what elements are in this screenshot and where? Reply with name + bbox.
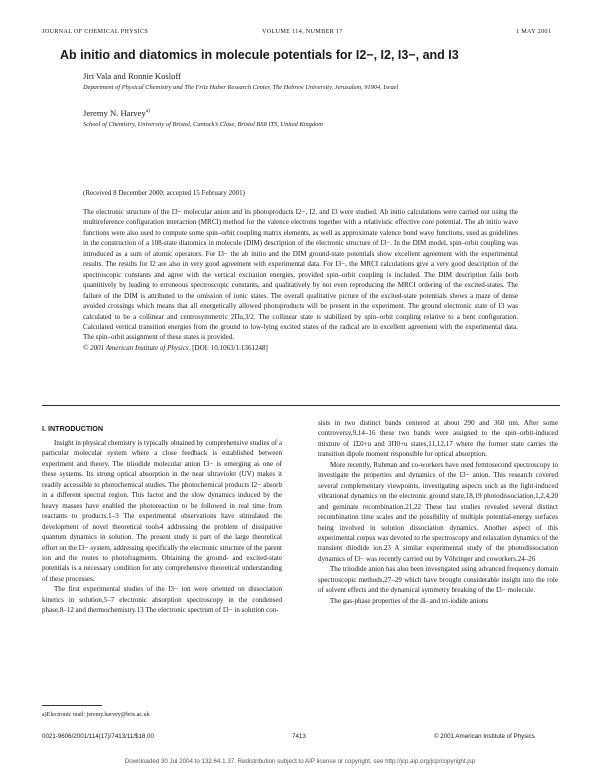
journal-name: JOURNAL OF CHEMICAL PHYSICS: [42, 28, 149, 35]
volume-number: VOLUME 114, NUMBER 17: [262, 28, 343, 35]
section-heading: I. INTRODUCTION: [42, 424, 104, 433]
received-dates: (Received 8 December 2000; accepted 15 February 2001): [83, 189, 245, 197]
paragraph: The triiodide anion has also been investigated using advanced frequency domain spectroscopic methods,27–29 which have brought considerable insight into the role of solvent effects and the dynamical symmetry breaking of the I3− molecule.: [318, 565, 558, 595]
author-name: Jeremy N. Harvey: [83, 108, 146, 118]
doi-link[interactable]: [DOI: 10.1063/1.1361248]: [192, 343, 268, 352]
abstract-copyright: © 2001 American Institute of Physics.: [83, 343, 191, 352]
abstract-citation: [83, 343, 518, 353]
affiliation-1: Department of Physical Chemistry and The Fritz Haber Research Center, The Hebrew University, Jerusalem, 91904, Israel: [83, 84, 399, 91]
footer-issn: 0021-9606/2001/114(17)/7413/11/$18.00: [42, 733, 154, 740]
footnote-divider: [42, 705, 102, 706]
abstract-divider: [42, 405, 560, 406]
abstract-text: The electronic structure of the I3− molecular anion and its photoproducts I2−, I2, and I3 were studied. Ab initio calculations were carried out using the multireference configuration interaction (MRCI) method for the valence electrons together with a relativistic effective core potential. The ab initio wave functions were also used to compute some spin–orbit coupling matrix elements, as well as approximate valence bond wave functions, used as guidelines in the construction of a 108-state diatomics in molecule (DIM) description of the electronic structure of I3−. In the DIM model, spin–orbit coupling was introduced as a sum of atomic operators. For I3− the ab initio and the DIM ground-state potentials show excellent agreement with the experimental results. The results for I2 are also in very good agreement with experimental data. For I3−, the MRCI calculations give a very good description of the spectroscopic constants and agree with the vertical excitation energies, provided spin–orbit coupling is included. The DIM description fails both quantitively by leading to erroneous spectroscopic constants, and qualitatively by not even reproducing the MRCI ordering of the excited-states. The failure of the DIM is attributed to the omission of ionic states. The overall qualitative picture of the excited-state potentials shows a maze of dense avoided crossings which means that all energetically allowed photoproducts will be present in the experiment. The ground electronic state of I3 was calculated to be a collinear and centrosymmetric 2Πu,3/2. The collinear state is stabilized by spin–orbit coupling relative to a bent configuration. Calculated vertical transition energies from the ground to low-lying excited states of the radical are in excellent agreement with the experimental data. The spin–orbit assignment of these states is provided.: [83, 208, 518, 342]
abstract: [83, 207, 518, 353]
author-group-1: Jiri Vala and Ronnie Kosloff: [83, 71, 182, 81]
right-column: [318, 418, 558, 606]
left-column: [42, 438, 282, 616]
footer-copyright: © 2001 American Institute of Physics: [434, 733, 535, 740]
page-number: 7413: [292, 733, 306, 740]
author-footnote-mark[interactable]: a): [145, 108, 151, 115]
issue-date: 1 MAY 2001: [516, 28, 552, 35]
paragraph: More recently, Ruhman and co-workers have used femtosecond spectroscopy to investigate the properties and dynamics of the I3− anion. This research covered several complementary viewpoints, investigating aspects such as the light-induced vibrational dynamics on the electronic ground state,18,19 photodissociation,1,2,4,20 and geminate recombination.21,22 These last studies revealed several distinct recombination time scales and the possibility of multiple potential-energy surfaces being involved in solution dissociation dynamics. Another aspect of this experimental corpus was devoted to the spectroscopy and relaxation dynamics of the transient diiodide ion.23 A similar experimental study of the photodissociation dynamics of I3− was recently carried out by Vöhringer and coworkers.24–26: [318, 460, 558, 563]
paragraph: Insight in physical chemistry is typically obtained by comprehensive studies of a particular molecular system where a close feedback is established between experiment and theory. The triiodide molecular anion I3− is emerging as one of these systems. Its strong optical absorption in the near ultraviolet (UV) makes it readily accessible to photochemical studies. The photochemical products I2− absorb in a different spectral region. This factor and the slow dynamics induced by the heavy masses have enabled the photoreaction to be followed in real time from reactants to products.1–3 The experimental observations have stimulated the development of novel theoretical tools4 addressing the problem of dissipative quantum dynamics in solution. The present study is part of the large theoretical effort on the I3− system, addressing specifically the electronic structure of the parent ion and the routes to photofragments. Obtaining the ground- and excited-state potentials is a necessary condition for any comprehensive theoretical understanding of these processes.: [42, 439, 282, 583]
paragraph: The gas-phase properties of the di- and tri-iodide anions: [330, 596, 489, 605]
paragraph: sists in two distinct bands centered at about 290 and 360 nm. After some controversy,9,14–16 these two bands were assigned to the spin–orbit-induced mixture of 1Σ0+u and 3Π0+u states,11,12,17 where the former state carries the transition dipole moment responsible for optical absorption.: [318, 419, 558, 459]
affiliation-2: School of Chemistry, University of Bristol, Cantock’s Close, Bristol BS8 ITS, United Kingdom: [83, 121, 323, 128]
author-group-2: [83, 108, 150, 118]
paper-title: Ab initio and diatomics in molecule potentials for I2−, I2, I3−, and I3: [60, 48, 459, 62]
paragraph: The first experimental studies of the I3− ion were oriented on dissociation kinetics in solution,5–7 electronic absorption spectroscopy in the condensed phase,8–12 and thermochemistry.13 The electronic spectrum of I3− in solution con-: [42, 585, 282, 615]
footnote-email[interactable]: a)Electronic mail: jeremy.harvey@bris.ac.uk: [42, 712, 150, 718]
download-notice[interactable]: Downloaded 30 Jul 2004 to 132.64.1.37. Redistribution subject to AIP license or copyright, see http://jcp.aip.org/jcp/copyright.jsp: [124, 758, 476, 765]
